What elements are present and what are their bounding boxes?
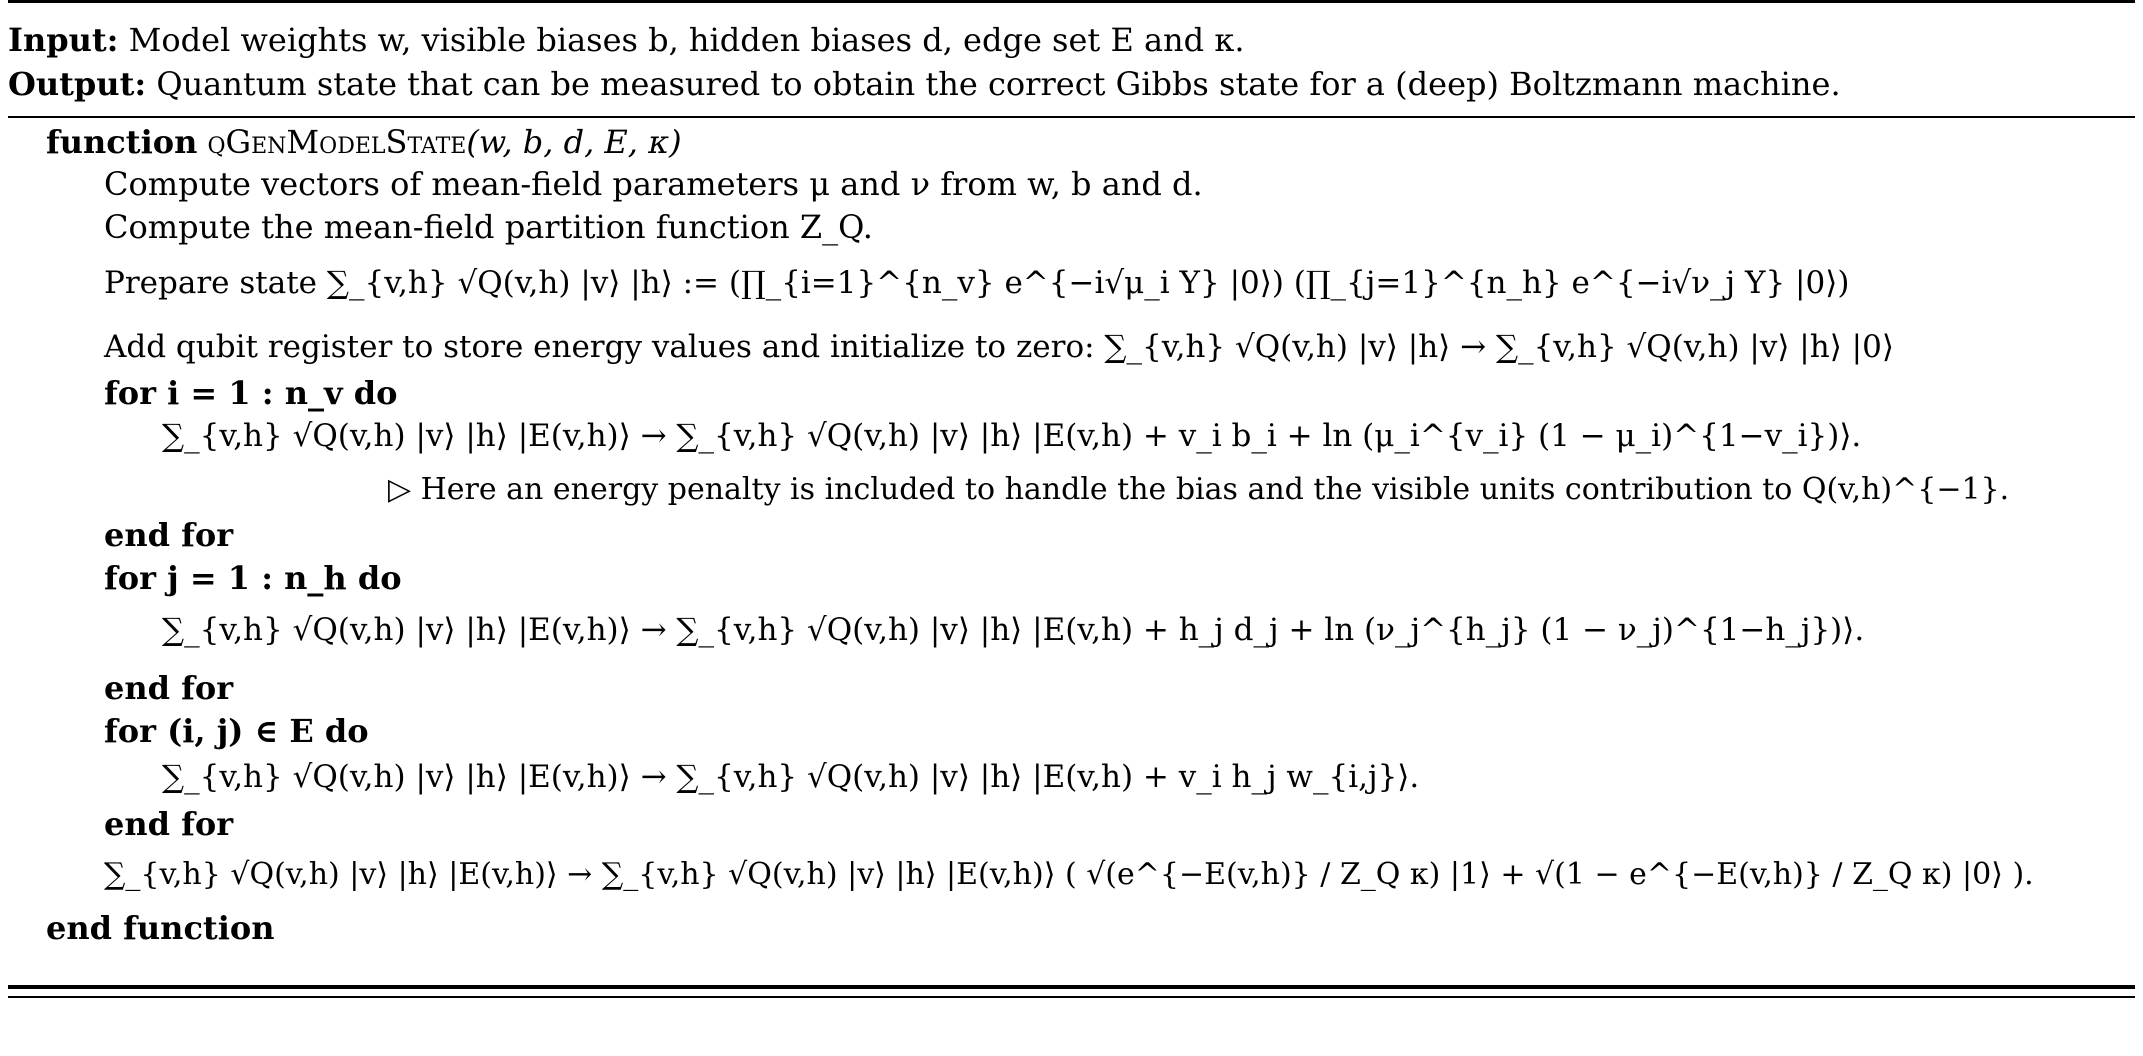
function-header <box>46 123 682 161</box>
function-keyword: function <box>46 123 198 161</box>
algo-line: ∑_{v,h} √Q(v,h) |v⟩ |h⟩ |E(v,h)⟩ → ∑_{v,h} √Q(v,h) |v⟩ |h⟩ |E(v,h) + h_j d_j + ln (ν_j^{h_j} (1 − ν_j)^{1−h_j})⟩. <box>162 612 1865 648</box>
function-end: end function <box>46 909 275 947</box>
algo-line: ∑_{v,h} √Q(v,h) |v⟩ |h⟩ |E(v,h)⟩ → ∑_{v,h} √Q(v,h) |v⟩ |h⟩ |E(v,h) + v_i b_i + ln (μ_i^{v_i} (1 − μ_i)^{1−v_i})⟩. <box>162 418 1862 454</box>
function-args: (w, b, d, E, κ) <box>466 123 682 161</box>
input-text: Model weights w, visible biases b, hidden biases d, edge set E and κ. <box>128 21 1245 59</box>
for-loop-end: end for <box>104 669 234 707</box>
bottom-rule-thick <box>8 985 2135 989</box>
algo-line: Add qubit register to store energy values and initialize to zero: ∑_{v,h} √Q(v,h) |v⟩ |h⟩ → ∑_{v,h} √Q(v,h) |v⟩ |h⟩ |0⟩ <box>104 329 1894 365</box>
algo-line: ∑_{v,h} √Q(v,h) |v⟩ |h⟩ |E(v,h)⟩ → ∑_{v,h} √Q(v,h) |v⟩ |h⟩ |E(v,h) + v_i h_j w_{i,j}⟩. <box>162 759 1420 795</box>
function-name: qGenModelState <box>207 123 467 161</box>
algo-comment: ▷ Here an energy penalty is included to handle the bias and the visible units contribution to Q(v,h)^{−1}. <box>388 472 2010 507</box>
output-text: Quantum state that can be measured to obtain the correct Gibbs state for a (deep) Boltzmann machine. <box>156 65 1841 103</box>
input-line <box>8 21 1245 59</box>
algo-line: ∑_{v,h} √Q(v,h) |v⟩ |h⟩ |E(v,h)⟩ → ∑_{v,h} √Q(v,h) |v⟩ |h⟩ |E(v,h)⟩ ( √(e^{−E(v,h)} / Z_Q κ) |1⟩ + √(1 − e^{−E(v,h)} / Z_Q κ) |0⟩ ). <box>104 857 2034 892</box>
for-loop-end: end for <box>104 805 234 843</box>
bottom-rule-thin <box>8 996 2135 998</box>
output-label: Output: <box>8 65 147 103</box>
for-loop-header: for j = 1 : n_h do <box>104 559 402 597</box>
top-rule <box>8 0 2135 3</box>
for-loop-header: for i = 1 : n_v do <box>104 374 398 412</box>
header-rule <box>8 116 2135 118</box>
for-loop-end: end for <box>104 516 234 554</box>
input-label: Input: <box>8 21 119 59</box>
algo-line: Prepare state ∑_{v,h} √Q(v,h) |v⟩ |h⟩ := (∏_{i=1}^{n_v} e^{−i√μ_i Y} |0⟩) (∏_{j=1}^{n_h} e^{−i√ν_j Y} |0⟩) <box>104 265 1850 301</box>
output-line <box>8 65 1841 103</box>
algo-line: Compute vectors of mean-field parameters μ and ν from w, b and d. <box>104 165 1203 203</box>
for-loop-header: for (i, j) ∈ E do <box>104 712 369 750</box>
algo-line: Compute the mean-field partition function Z_Q. <box>104 208 873 246</box>
